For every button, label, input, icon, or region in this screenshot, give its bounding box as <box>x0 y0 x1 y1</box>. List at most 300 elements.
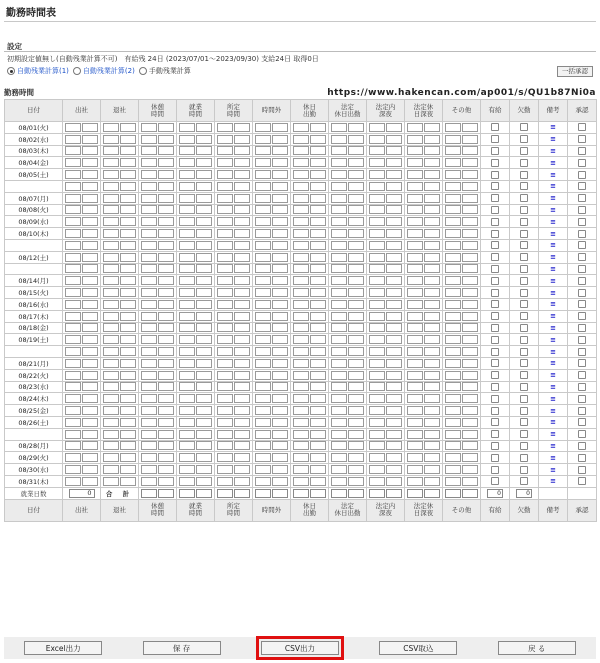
time-input[interactable] <box>65 217 81 226</box>
time-input[interactable] <box>386 229 402 238</box>
time-input[interactable] <box>217 465 233 474</box>
paid-leave-checkbox[interactable] <box>491 395 499 403</box>
time-input[interactable] <box>331 430 347 439</box>
time-input[interactable] <box>65 241 81 250</box>
time-input[interactable] <box>158 158 174 167</box>
csv-export-button[interactable]: CSV出力 <box>261 641 339 655</box>
time-input[interactable] <box>272 194 288 203</box>
time-input[interactable] <box>445 382 461 391</box>
time-input[interactable] <box>234 312 250 321</box>
time-input[interactable] <box>196 135 212 144</box>
calc-option-manual[interactable] <box>139 66 191 76</box>
time-input[interactable] <box>369 170 385 179</box>
time-input[interactable] <box>65 453 81 462</box>
time-input[interactable] <box>217 312 233 321</box>
time-input[interactable] <box>445 430 461 439</box>
memo-icon[interactable]: ≡ <box>550 477 556 486</box>
absence-checkbox[interactable] <box>520 218 528 226</box>
time-input[interactable] <box>103 253 119 262</box>
time-input[interactable] <box>348 323 364 332</box>
time-input[interactable] <box>141 312 157 321</box>
time-input[interactable] <box>310 170 326 179</box>
time-input[interactable] <box>445 158 461 167</box>
time-input[interactable] <box>141 382 157 391</box>
time-input[interactable] <box>386 158 402 167</box>
time-input[interactable] <box>82 335 98 344</box>
time-input[interactable] <box>445 347 461 356</box>
time-input[interactable] <box>331 241 347 250</box>
time-input[interactable] <box>331 146 347 155</box>
time-input[interactable] <box>103 453 119 462</box>
time-input[interactable] <box>293 146 309 155</box>
time-input[interactable] <box>141 182 157 191</box>
time-input[interactable] <box>158 182 174 191</box>
time-input[interactable] <box>158 300 174 309</box>
time-input[interactable] <box>310 123 326 132</box>
time-input[interactable] <box>196 158 212 167</box>
approve-checkbox[interactable] <box>578 241 586 249</box>
time-input[interactable] <box>445 194 461 203</box>
time-input[interactable] <box>369 477 385 486</box>
time-input[interactable] <box>272 182 288 191</box>
time-input[interactable] <box>103 406 119 415</box>
paid-leave-checkbox[interactable] <box>491 171 499 179</box>
time-input[interactable] <box>141 123 157 132</box>
time-input[interactable] <box>255 288 271 297</box>
approve-checkbox[interactable] <box>578 147 586 155</box>
time-input[interactable] <box>293 441 309 450</box>
time-input[interactable] <box>272 253 288 262</box>
time-input[interactable] <box>217 253 233 262</box>
time-input[interactable] <box>217 453 233 462</box>
time-input[interactable] <box>310 347 326 356</box>
time-input[interactable] <box>310 300 326 309</box>
time-input[interactable] <box>445 359 461 368</box>
time-input[interactable] <box>369 276 385 285</box>
paid-leave-checkbox[interactable] <box>491 206 499 214</box>
time-input[interactable] <box>196 123 212 132</box>
time-input[interactable] <box>386 453 402 462</box>
time-input[interactable] <box>234 229 250 238</box>
time-input[interactable] <box>255 418 271 427</box>
time-input[interactable] <box>82 359 98 368</box>
time-input[interactable] <box>445 288 461 297</box>
time-input[interactable] <box>82 158 98 167</box>
time-input[interactable] <box>462 418 478 427</box>
time-input[interactable] <box>65 477 81 486</box>
approve-checkbox[interactable] <box>578 171 586 179</box>
time-input[interactable] <box>272 241 288 250</box>
time-input[interactable] <box>234 323 250 332</box>
time-input[interactable] <box>158 123 174 132</box>
time-input[interactable] <box>65 135 81 144</box>
time-input[interactable] <box>234 123 250 132</box>
paid-leave-checkbox[interactable] <box>491 442 499 450</box>
time-input[interactable] <box>196 300 212 309</box>
time-input[interactable] <box>141 217 157 226</box>
absence-checkbox[interactable] <box>520 430 528 438</box>
calc-option-auto-1[interactable] <box>7 66 69 76</box>
time-input[interactable] <box>234 276 250 285</box>
time-input[interactable] <box>348 217 364 226</box>
time-input[interactable] <box>196 194 212 203</box>
time-input[interactable] <box>424 205 440 214</box>
time-input[interactable] <box>141 335 157 344</box>
time-input[interactable] <box>293 158 309 167</box>
time-input[interactable] <box>331 477 347 486</box>
time-input[interactable] <box>234 418 250 427</box>
time-input[interactable] <box>255 335 271 344</box>
time-input[interactable] <box>310 217 326 226</box>
time-input[interactable] <box>179 323 195 332</box>
time-input[interactable] <box>407 300 423 309</box>
time-input[interactable] <box>82 323 98 332</box>
time-input[interactable] <box>255 323 271 332</box>
time-input[interactable] <box>120 430 136 439</box>
time-input[interactable] <box>158 264 174 273</box>
absence-checkbox[interactable] <box>520 277 528 285</box>
time-input[interactable] <box>331 441 347 450</box>
time-input[interactable] <box>158 418 174 427</box>
time-input[interactable] <box>217 241 233 250</box>
time-input[interactable] <box>103 276 119 285</box>
time-input[interactable] <box>82 477 98 486</box>
time-input[interactable] <box>255 229 271 238</box>
time-input[interactable] <box>310 135 326 144</box>
time-input[interactable] <box>424 359 440 368</box>
time-input[interactable] <box>82 253 98 262</box>
approve-checkbox[interactable] <box>578 230 586 238</box>
memo-icon[interactable]: ≡ <box>550 359 556 368</box>
time-input[interactable] <box>141 146 157 155</box>
time-input[interactable] <box>331 382 347 391</box>
memo-icon[interactable]: ≡ <box>550 312 556 321</box>
time-input[interactable] <box>82 312 98 321</box>
time-input[interactable] <box>234 359 250 368</box>
absence-checkbox[interactable] <box>520 359 528 367</box>
time-input[interactable] <box>369 312 385 321</box>
time-input[interactable] <box>424 371 440 380</box>
time-input[interactable] <box>65 288 81 297</box>
time-input[interactable] <box>272 406 288 415</box>
time-input[interactable] <box>386 276 402 285</box>
time-input[interactable] <box>445 371 461 380</box>
time-input[interactable] <box>386 300 402 309</box>
time-input[interactable] <box>217 347 233 356</box>
time-input[interactable] <box>141 453 157 462</box>
time-input[interactable] <box>120 170 136 179</box>
time-input[interactable] <box>120 229 136 238</box>
time-input[interactable] <box>407 323 423 332</box>
absence-checkbox[interactable] <box>520 348 528 356</box>
time-input[interactable] <box>65 146 81 155</box>
time-input[interactable] <box>65 441 81 450</box>
time-input[interactable] <box>103 359 119 368</box>
time-input[interactable] <box>272 477 288 486</box>
absence-checkbox[interactable] <box>520 336 528 344</box>
approve-checkbox[interactable] <box>578 348 586 356</box>
paid-leave-checkbox[interactable] <box>491 359 499 367</box>
time-input[interactable] <box>196 453 212 462</box>
time-input[interactable] <box>196 312 212 321</box>
time-input[interactable] <box>196 430 212 439</box>
time-input[interactable] <box>255 205 271 214</box>
time-input[interactable] <box>82 276 98 285</box>
paid-leave-checkbox[interactable] <box>491 147 499 155</box>
paid-leave-checkbox[interactable] <box>491 312 499 320</box>
time-input[interactable] <box>424 300 440 309</box>
absence-checkbox[interactable] <box>520 194 528 202</box>
time-input[interactable] <box>196 264 212 273</box>
approve-checkbox[interactable] <box>578 206 586 214</box>
time-input[interactable] <box>217 146 233 155</box>
time-input[interactable] <box>179 371 195 380</box>
time-input[interactable] <box>255 312 271 321</box>
time-input[interactable] <box>293 229 309 238</box>
time-input[interactable] <box>65 158 81 167</box>
time-input[interactable] <box>82 123 98 132</box>
memo-icon[interactable]: ≡ <box>550 394 556 403</box>
time-input[interactable] <box>386 253 402 262</box>
memo-icon[interactable]: ≡ <box>550 347 556 356</box>
absence-checkbox[interactable] <box>520 135 528 143</box>
memo-icon[interactable]: ≡ <box>550 229 556 238</box>
time-input[interactable] <box>141 300 157 309</box>
time-input[interactable] <box>348 182 364 191</box>
time-input[interactable] <box>424 394 440 403</box>
time-input[interactable] <box>445 170 461 179</box>
time-input[interactable] <box>445 453 461 462</box>
time-input[interactable] <box>424 418 440 427</box>
time-input[interactable] <box>179 477 195 486</box>
time-input[interactable] <box>386 382 402 391</box>
time-input[interactable] <box>331 123 347 132</box>
time-input[interactable] <box>103 477 119 486</box>
time-input[interactable] <box>424 477 440 486</box>
time-input[interactable] <box>424 194 440 203</box>
time-input[interactable] <box>331 229 347 238</box>
time-input[interactable] <box>310 323 326 332</box>
time-input[interactable] <box>462 347 478 356</box>
paid-leave-checkbox[interactable] <box>491 383 499 391</box>
time-input[interactable] <box>462 123 478 132</box>
time-input[interactable] <box>369 229 385 238</box>
time-input[interactable] <box>255 382 271 391</box>
time-input[interactable] <box>331 347 347 356</box>
time-input[interactable] <box>217 359 233 368</box>
time-input[interactable] <box>158 205 174 214</box>
time-input[interactable] <box>348 205 364 214</box>
time-input[interactable] <box>331 288 347 297</box>
time-input[interactable] <box>369 182 385 191</box>
time-input[interactable] <box>462 359 478 368</box>
time-input[interactable] <box>103 430 119 439</box>
time-input[interactable] <box>120 158 136 167</box>
time-input[interactable] <box>103 312 119 321</box>
time-input[interactable] <box>445 264 461 273</box>
time-input[interactable] <box>348 229 364 238</box>
time-input[interactable] <box>82 382 98 391</box>
memo-icon[interactable]: ≡ <box>550 323 556 332</box>
paid-leave-checkbox[interactable] <box>491 241 499 249</box>
time-input[interactable] <box>65 359 81 368</box>
time-input[interactable] <box>445 300 461 309</box>
time-input[interactable] <box>462 430 478 439</box>
approve-checkbox[interactable] <box>578 194 586 202</box>
radio-manual[interactable] <box>139 67 147 75</box>
time-input[interactable] <box>445 123 461 132</box>
time-input[interactable] <box>310 146 326 155</box>
time-input[interactable] <box>407 382 423 391</box>
time-input[interactable] <box>158 441 174 450</box>
time-input[interactable] <box>331 323 347 332</box>
time-input[interactable] <box>310 241 326 250</box>
time-input[interactable] <box>424 241 440 250</box>
time-input[interactable] <box>234 217 250 226</box>
time-input[interactable] <box>348 158 364 167</box>
time-input[interactable] <box>196 170 212 179</box>
time-input[interactable] <box>120 465 136 474</box>
approve-checkbox[interactable] <box>578 135 586 143</box>
time-input[interactable] <box>234 430 250 439</box>
time-input[interactable] <box>348 288 364 297</box>
time-input[interactable] <box>293 430 309 439</box>
time-input[interactable] <box>120 382 136 391</box>
time-input[interactable] <box>217 276 233 285</box>
paid-leave-checkbox[interactable] <box>491 289 499 297</box>
time-input[interactable] <box>407 123 423 132</box>
time-input[interactable] <box>234 382 250 391</box>
paid-leave-checkbox[interactable] <box>491 407 499 415</box>
time-input[interactable] <box>234 371 250 380</box>
time-input[interactable] <box>407 371 423 380</box>
time-input[interactable] <box>348 241 364 250</box>
time-input[interactable] <box>217 394 233 403</box>
time-input[interactable] <box>103 170 119 179</box>
paid-leave-checkbox[interactable] <box>491 324 499 332</box>
time-input[interactable] <box>424 335 440 344</box>
time-input[interactable] <box>310 418 326 427</box>
time-input[interactable] <box>369 300 385 309</box>
paid-leave-checkbox[interactable] <box>491 265 499 273</box>
time-input[interactable] <box>120 241 136 250</box>
time-input[interactable] <box>82 465 98 474</box>
approve-checkbox[interactable] <box>578 182 586 190</box>
time-input[interactable] <box>293 253 309 262</box>
time-input[interactable] <box>424 229 440 238</box>
time-input[interactable] <box>255 135 271 144</box>
time-input[interactable] <box>386 205 402 214</box>
approve-checkbox[interactable] <box>578 265 586 273</box>
time-input[interactable] <box>255 453 271 462</box>
time-input[interactable] <box>82 205 98 214</box>
time-input[interactable] <box>65 406 81 415</box>
time-input[interactable] <box>348 418 364 427</box>
absence-checkbox[interactable] <box>520 324 528 332</box>
time-input[interactable] <box>158 229 174 238</box>
time-input[interactable] <box>120 323 136 332</box>
time-input[interactable] <box>462 335 478 344</box>
time-input[interactable] <box>103 371 119 380</box>
time-input[interactable] <box>255 430 271 439</box>
time-input[interactable] <box>217 135 233 144</box>
time-input[interactable] <box>386 170 402 179</box>
time-input[interactable] <box>386 288 402 297</box>
time-input[interactable] <box>120 312 136 321</box>
time-input[interactable] <box>217 217 233 226</box>
time-input[interactable] <box>65 418 81 427</box>
time-input[interactable] <box>310 453 326 462</box>
time-input[interactable] <box>293 347 309 356</box>
time-input[interactable] <box>179 264 195 273</box>
time-input[interactable] <box>386 394 402 403</box>
approve-checkbox[interactable] <box>578 383 586 391</box>
paid-leave-checkbox[interactable] <box>491 253 499 261</box>
paid-leave-checkbox[interactable] <box>491 371 499 379</box>
time-input[interactable] <box>82 453 98 462</box>
time-input[interactable] <box>424 441 440 450</box>
memo-icon[interactable]: ≡ <box>550 300 556 309</box>
time-input[interactable] <box>217 323 233 332</box>
time-input[interactable] <box>424 406 440 415</box>
time-input[interactable] <box>272 371 288 380</box>
time-input[interactable] <box>158 170 174 179</box>
time-input[interactable] <box>310 406 326 415</box>
excel-export-button[interactable]: Excel出力 <box>24 641 102 655</box>
time-input[interactable] <box>141 264 157 273</box>
time-input[interactable] <box>462 406 478 415</box>
memo-icon[interactable]: ≡ <box>550 430 556 439</box>
time-input[interactable] <box>217 371 233 380</box>
time-input[interactable] <box>196 465 212 474</box>
time-input[interactable] <box>272 335 288 344</box>
time-input[interactable] <box>293 477 309 486</box>
time-input[interactable] <box>196 394 212 403</box>
time-input[interactable] <box>179 241 195 250</box>
time-input[interactable] <box>234 135 250 144</box>
time-input[interactable] <box>462 323 478 332</box>
time-input[interactable] <box>348 430 364 439</box>
time-input[interactable] <box>158 406 174 415</box>
time-input[interactable] <box>82 430 98 439</box>
time-input[interactable] <box>293 194 309 203</box>
time-input[interactable] <box>407 194 423 203</box>
time-input[interactable] <box>255 217 271 226</box>
time-input[interactable] <box>445 418 461 427</box>
absence-checkbox[interactable] <box>520 171 528 179</box>
time-input[interactable] <box>386 312 402 321</box>
time-input[interactable] <box>196 406 212 415</box>
time-input[interactable] <box>407 182 423 191</box>
time-input[interactable] <box>103 382 119 391</box>
time-input[interactable] <box>103 217 119 226</box>
time-input[interactable] <box>158 194 174 203</box>
time-input[interactable] <box>141 359 157 368</box>
time-input[interactable] <box>217 229 233 238</box>
time-input[interactable] <box>82 264 98 273</box>
time-input[interactable] <box>141 205 157 214</box>
time-input[interactable] <box>65 264 81 273</box>
time-input[interactable] <box>272 217 288 226</box>
time-input[interactable] <box>217 123 233 132</box>
approve-checkbox[interactable] <box>578 395 586 403</box>
time-input[interactable] <box>386 182 402 191</box>
time-input[interactable] <box>331 217 347 226</box>
time-input[interactable] <box>65 182 81 191</box>
time-input[interactable] <box>386 264 402 273</box>
time-input[interactable] <box>196 205 212 214</box>
time-input[interactable] <box>234 453 250 462</box>
